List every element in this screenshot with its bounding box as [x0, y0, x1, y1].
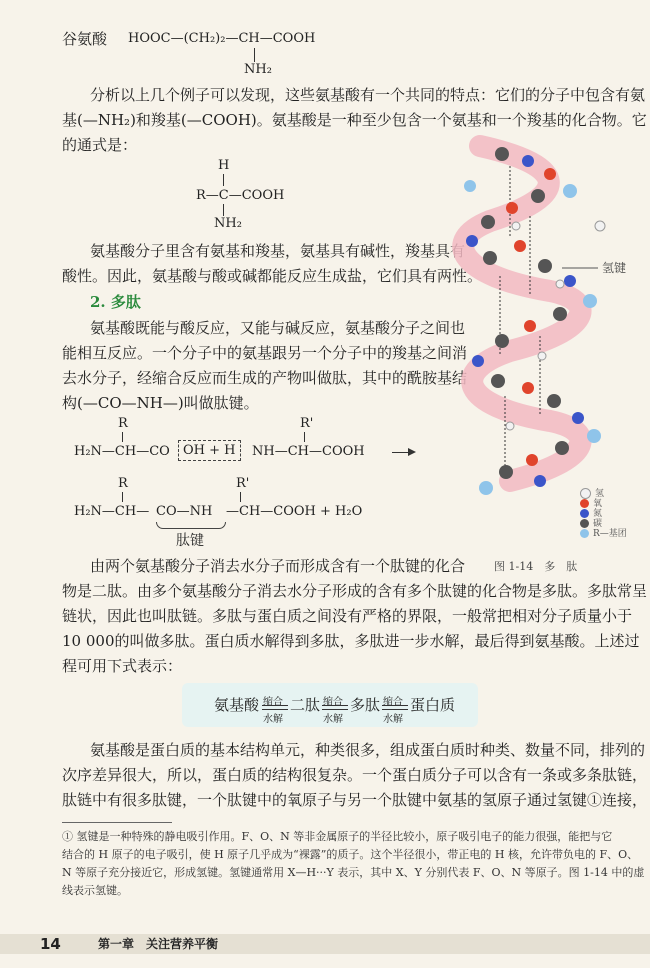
section-heading: 2. 多肽	[90, 293, 141, 311]
hydrogen-atom-icon	[580, 488, 591, 499]
para5-line3: 肽链中有很多肽键，一个肽键中的氧原子与另一个肽键中氨基的氢原子通过氢键①连接，	[62, 791, 648, 809]
r-group-icon	[580, 529, 589, 538]
scheme-up-label: 缩合	[383, 697, 403, 708]
para2-line1: 氨基酸分子里含有氨基和羧基，氨基具有碱性，羧基具有	[90, 242, 466, 260]
nitrogen-atom-icon	[580, 509, 589, 518]
para4-line2: 物是二肽。由多个氨基酸分子消去水分子形成的含有多个肽键的化合物是多肽。多肽常呈	[62, 582, 648, 600]
footnote-line2: 结合的 H 原子的电子吸引，使 H 原子几乎成为“裸露”的质子。这个半径很小，带正电的 H 核，允许带负电的 F、O、	[62, 848, 639, 861]
reaction-removed-water-box: OH + H	[178, 440, 241, 461]
peptide-bond-bracket	[156, 522, 226, 529]
scheme-down-label: 水解	[323, 714, 343, 725]
hbond-label: 氢键	[602, 261, 627, 275]
reaction-r2: R'	[300, 416, 314, 431]
footnote-line3: N 等原子充分接近它，形成氢键。氢键通常用 X—H···Y 表示，其中 X、Y 分别代表 F、O、N 等原子。图 1-14 中的虚	[62, 866, 645, 879]
scheme-amino-acid: 氨基酸	[214, 696, 260, 714]
scheme-up-label: 缩合	[323, 697, 343, 708]
para4-line3: 链状，因此也叫肽链。多肽与蛋白质之间没有严格的界限，一般常把相对分子质量小于	[62, 607, 633, 625]
scheme-dipeptide: 二肽	[290, 696, 321, 714]
scheme-down-label: 水解	[383, 714, 403, 725]
bond-line	[240, 492, 241, 502]
legend-item-nitrogen: 氮	[580, 509, 627, 519]
scheme-arrow	[262, 705, 288, 706]
alpha-helix-illustration	[450, 126, 630, 546]
hydrolysis-scheme	[182, 683, 478, 727]
scheme-down-label: 水解	[263, 714, 283, 725]
reaction-r3: R	[118, 476, 128, 491]
para3-line2: 能相互反应。一个分子中的氨基跟另一个分子中的羧基之间消	[62, 344, 468, 362]
bond-line	[254, 48, 255, 62]
para3-line1: 氨基酸既能与酸反应，又能与碱反应，氨基酸分子之间也	[90, 319, 466, 337]
figure-legend	[580, 488, 627, 539]
legend-item-hydrogen: 氢	[580, 488, 627, 499]
peptide-bond-label: 肽键	[176, 533, 204, 549]
para5-line1: 氨基酸是蛋白质的基本结构单元，种类很多，组成蛋白质时种类、数量不同，排列的	[90, 741, 646, 759]
legend-item-carbon: 碳	[580, 519, 627, 529]
glutamic-nh2: NH₂	[244, 62, 272, 77]
scheme-polypeptide: 多肽	[350, 696, 381, 714]
bond-line	[122, 492, 123, 502]
para4-line4: 10 000的叫做多肽。蛋白质水解得到多肽，多肽进一步水解，最后得到氨基酸。上述过	[62, 632, 640, 650]
para4-line1: 由两个氨基酸分子消去水分子而形成含有一个肽键的化合	[90, 557, 466, 575]
glutamic-formula: HOOC—(CH₂)₂—CH—COOH	[128, 31, 316, 46]
para3-line3: 去水分子，经缩合反应而生成的产物叫做肽，其中的酰胺基结	[62, 369, 468, 387]
general-formula-main: R—C—COOH	[196, 188, 285, 203]
figure-caption: 图 1-14 多 肽	[494, 560, 578, 573]
para1-line1: 分析以上几个例子可以发现，这些氨基酸有一个共同的特点：它们的分子中包含有氨	[90, 86, 646, 104]
reaction-prod-peptide: CO—NH	[156, 504, 213, 519]
reaction-r4: R'	[236, 476, 250, 491]
reaction-prod-a: H₂N—CH—	[74, 504, 150, 519]
oxygen-atom-icon	[580, 499, 589, 508]
footnote-line1: ① 氢键是一种特殊的静电吸引作用。F、O、N 等非金属原子的半径比较小，原子吸引电子的能力很强，能把与它	[62, 830, 613, 843]
footnote-line4: 线表示氢键。	[62, 884, 128, 897]
polypeptide-figure	[450, 126, 630, 546]
general-formula-nh2: NH₂	[214, 216, 242, 231]
reaction-prod-c: —CH—COOH + H₂O	[226, 504, 363, 519]
page-number: 14	[40, 935, 61, 953]
reaction-r1: R	[118, 416, 128, 431]
reaction-lhs-a: H₂N—CH—CO	[74, 444, 170, 459]
legend-item-r-group: R—基团	[580, 529, 627, 539]
footnote-divider	[62, 822, 172, 823]
arrow-head-icon	[408, 448, 416, 456]
general-formula-h: H	[218, 158, 230, 173]
bond-line	[223, 174, 224, 186]
chapter-title: 第一章 关注营养平衡	[98, 937, 219, 951]
para4-line5: 程可用下式表示：	[62, 657, 183, 675]
scheme-arrow	[322, 705, 348, 706]
para3-line4: 构(—CO—NH—)叫做肽键。	[62, 394, 259, 412]
bond-line	[122, 432, 123, 442]
para1-line2: 基(—NH₂)和羧基(—COOH)。氨基酸是一种至少包含一个氨基和一个羧基的化合物。它	[62, 111, 647, 129]
para2-line2: 酸性。因此，氨基酸与酸或碱都能反应生成盐，它们具有两性。	[62, 267, 483, 285]
bond-line	[223, 204, 224, 216]
scheme-protein: 蛋白质	[410, 696, 456, 714]
legend-item-oxygen: 氧	[580, 499, 627, 509]
bond-line	[304, 432, 305, 442]
para1-line3: 的通式是：	[62, 136, 138, 154]
carbon-atom-icon	[580, 519, 589, 528]
scheme-arrow	[382, 705, 408, 706]
glutamic-name: 谷氨酸	[62, 30, 108, 48]
para5-line2: 次序差异很大，所以，蛋白质的结构很复杂。一个蛋白质分子可以含有一条或多条肽链，	[62, 766, 648, 784]
scheme-up-label: 缩合	[263, 697, 283, 708]
reaction-lhs-b: NH—CH—COOH	[252, 444, 365, 459]
